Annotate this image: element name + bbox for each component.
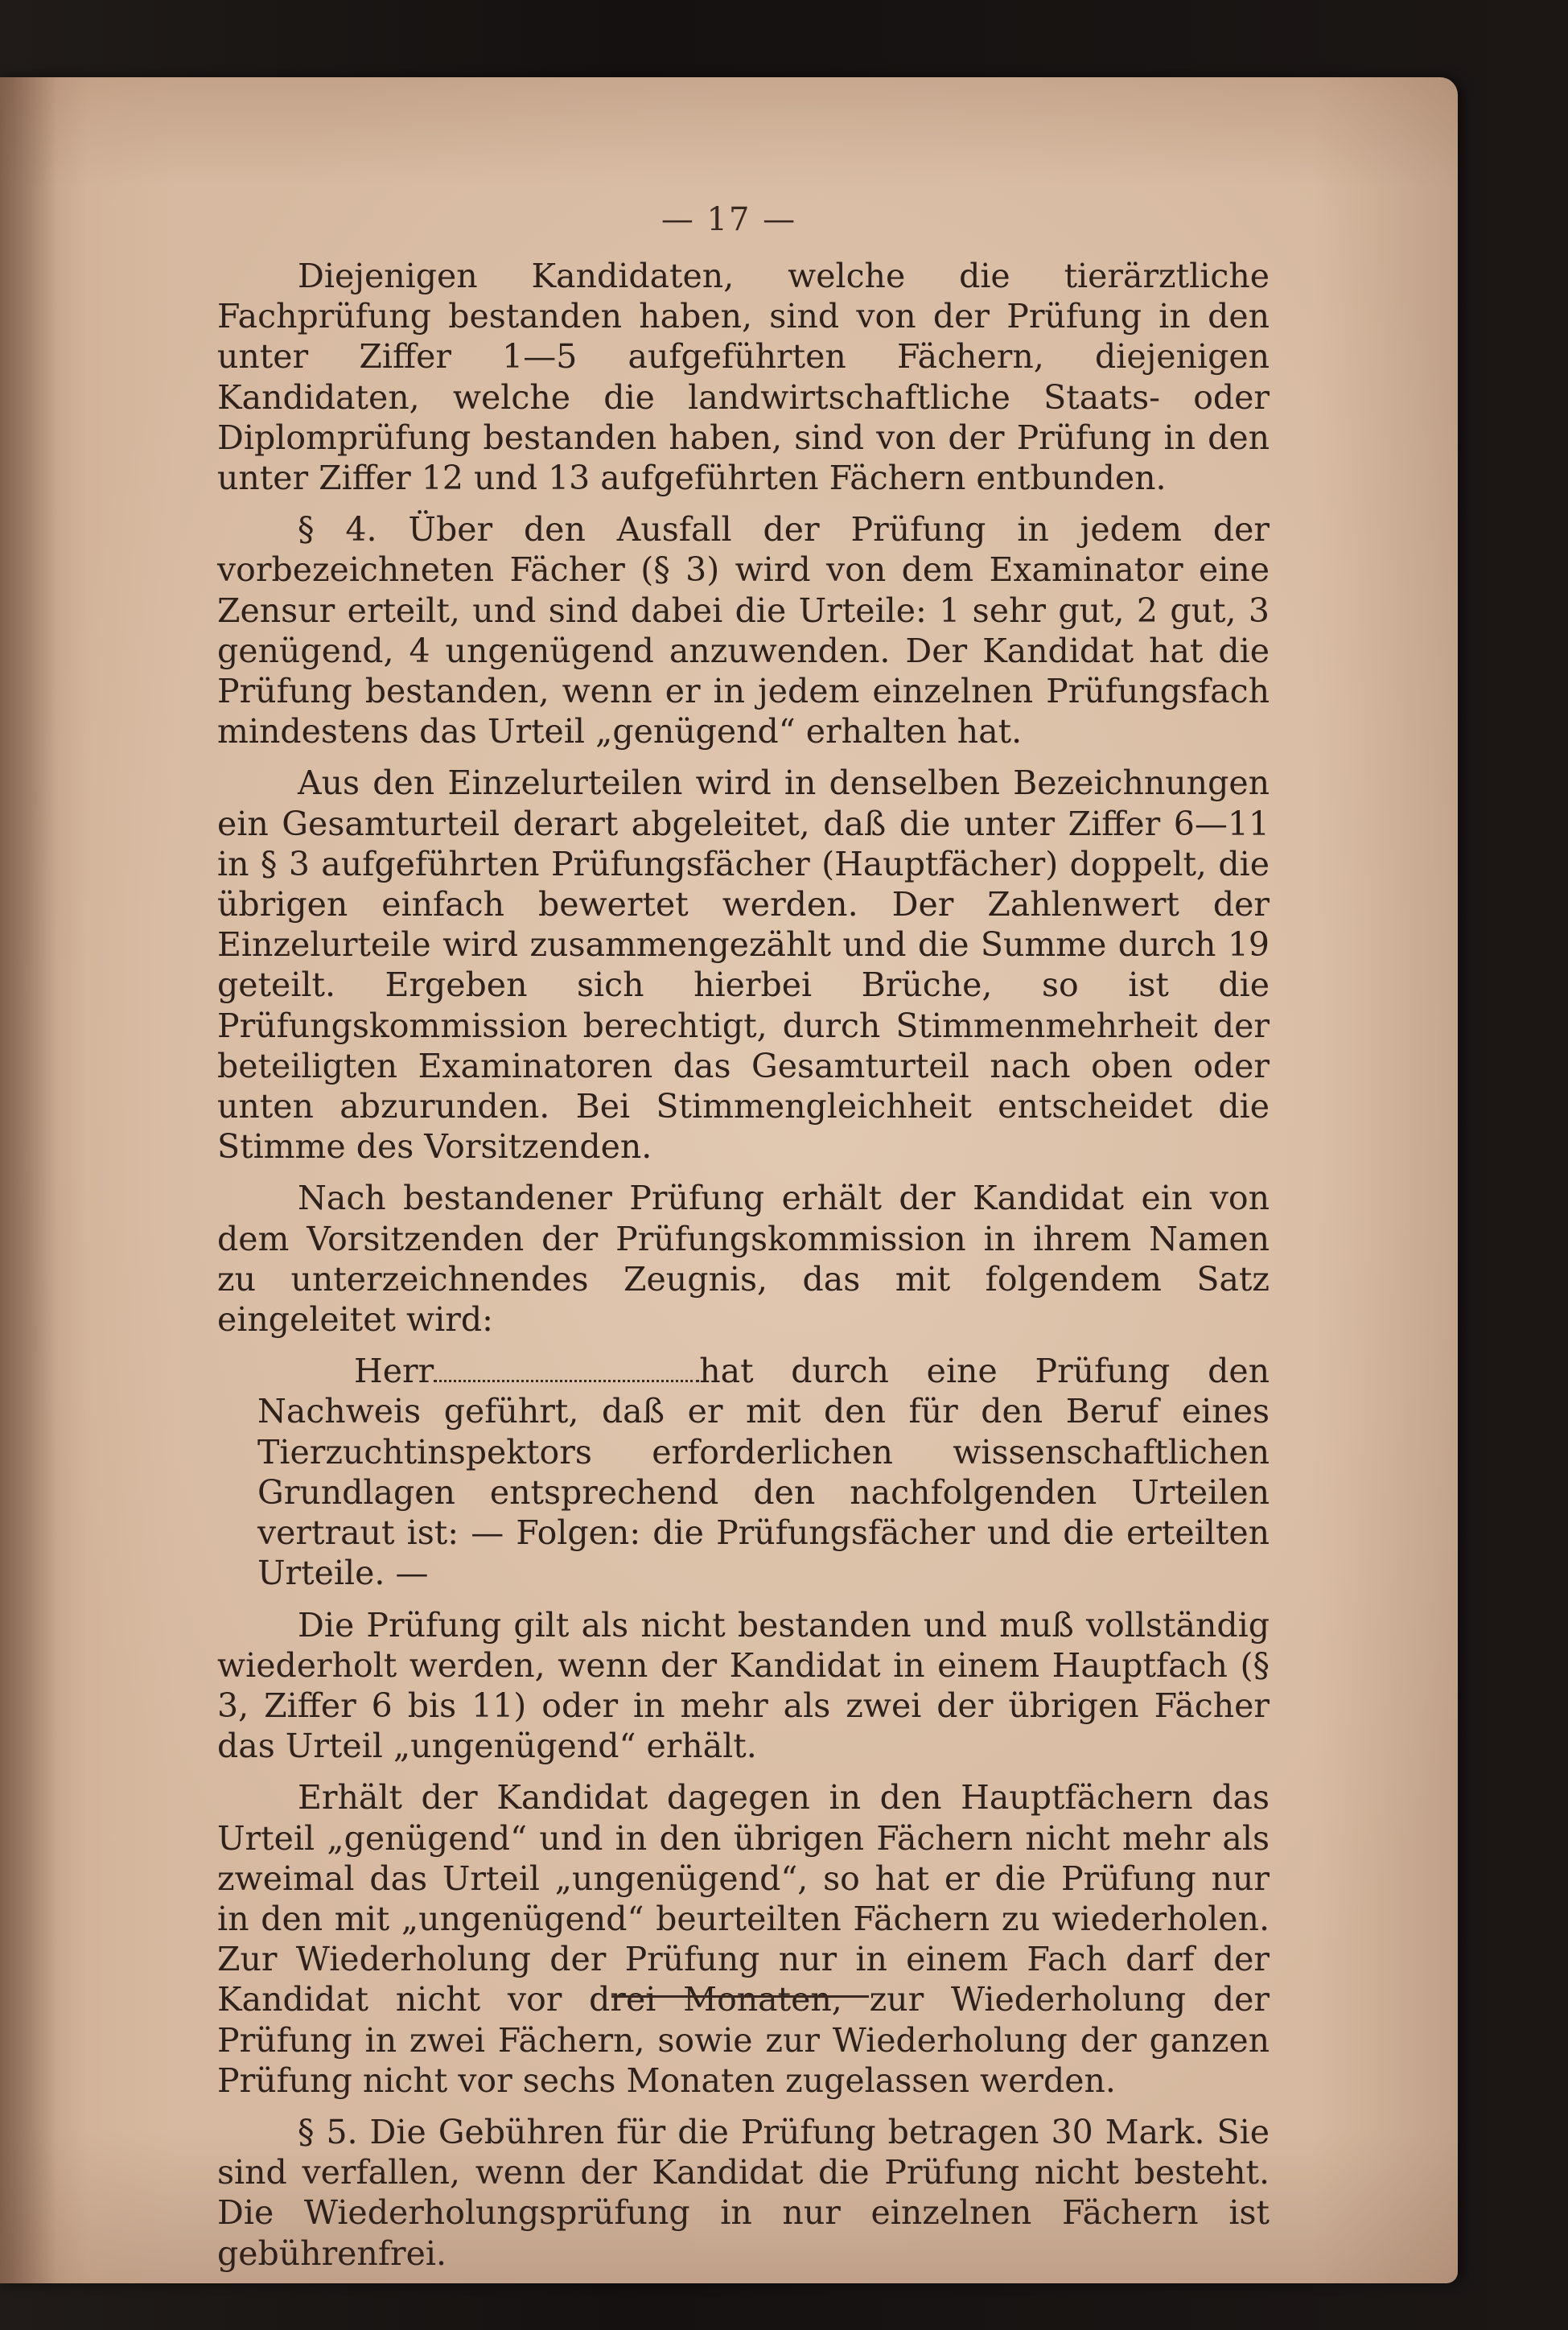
paragraph-overall-grade: Aus den Einzelurteilen wird in denselben Bezeichnungen ein Gesamturteil derart abgeleitet, daß die unter Ziffer 6—11 in § 3 aufgeführten Prüfungsfächer (Hauptfächer) doppelt, die übrigen einfach bewertet werden. Der Zahlenwert der Einzelurteile wird zusammengezählt und die Summe durch 19 geteilt. Ergeben sich hierbei Brüche, so ist die Prüfungskommission berechtigt, durch Stimmenmehrheit der beteiligten Examinatoren das Gesamturteil nach oben oder unten abzurunden. Bei Stimmengleichheit entscheidet die Stimme des Vorsitzenden.: [217, 764, 1270, 1167]
paragraph-repeat-exam: Erhält der Kandidat dagegen in den Hauptfächern das Urteil „genügend“ und in den übrigen Fächern nicht mehr als zweimal das Urteil „ungenügend“, so hat er die Prüfung nur in den mit „ungenügend“ beurteilten Fächern zu wiederholen. Zur Wiederholung der Prüfung nur in einem Fach darf der Kandidat nicht vor drei Monaten, zur Wiederholung der Prüfung in zwei Fächern, sowie zur Wiederholung der ganzen Prüfung nicht vor sechs Monaten zugelassen werden.: [217, 1778, 1270, 2100]
paragraph-section-5-fees: § 5. Die Gebühren für die Prüfung betragen 30 Mark. Sie sind verfallen, wenn der Kandidat die Prüfung nicht besteht. Die Wiederholungsprüfung in nur einzelnen Fächern ist gebührenfrei.: [217, 2112, 1270, 2273]
text-column: [217, 256, 1270, 2285]
certificate-lead: Herr: [354, 1352, 434, 1391]
certificate-formula: [257, 1351, 1270, 1593]
gutter-shadow: [0, 77, 56, 2283]
paragraph-certificate-intro: Nach bestandener Prüfung erhält der Kandidat ein von dem Vorsitzenden der Prüfungskommission in ihrem Namen zu unterzeichnendes Zeugnis, das mit folgendem Satz eingeleitet wird:: [217, 1179, 1270, 1340]
paragraph-section-4: § 4. Über den Ausfall der Prüfung in jedem der vorbezeichneten Fächer (§ 3) wird von dem Examinator eine Zensur erteilt, und sind dabei die Urteile: 1 sehr gut, 2 gut, 3 genügend, 4 ungenügend anzuwenden. Der Kandidat hat die Prüfung bestanden, wenn er in jedem einzelnen Prüfungsfach mindestens das Urteil „genügend“ erhalten hat.: [217, 510, 1270, 751]
paragraph-failed-exam: Die Prüfung gilt als nicht bestanden und muß vollständig wiederholt werden, wenn der Kandidat in einem Hauptfach (§ 3, Ziffer 6 bis 11) oder in mehr als zwei der übrigen Fächer das Urteil „ungenügend“ erhält.: [217, 1605, 1270, 1766]
name-blank-line: [434, 1357, 699, 1382]
certificate-text: hat durch eine Prüfung den Nachweis geführt, daß er mit den für den Beruf eines Tierzuchtinspektors erforderlichen wissenschaftlichen Grundlagen entsprechend den nachfolgenden Urteilen vertraut ist: — Folgen: die Prüfungsfächer und die erteilten Urteile. —: [257, 1352, 1270, 1593]
end-rule: [611, 1995, 869, 1998]
page-number: — 17 —: [661, 201, 797, 238]
paragraph-exemptions: Diejenigen Kandidaten, welche die tierärztliche Fachprüfung bestanden haben, sind von der Prüfung in den unter Ziffer 1—5 aufgeführten Fächern, diejenigen Kandidaten, welche die landwirtschaftliche Staats- oder Diplomprüfung bestanden haben, sind von der Prüfung in den unter Ziffer 12 und 13 aufgeführten Fächern entbunden.: [217, 257, 1270, 498]
